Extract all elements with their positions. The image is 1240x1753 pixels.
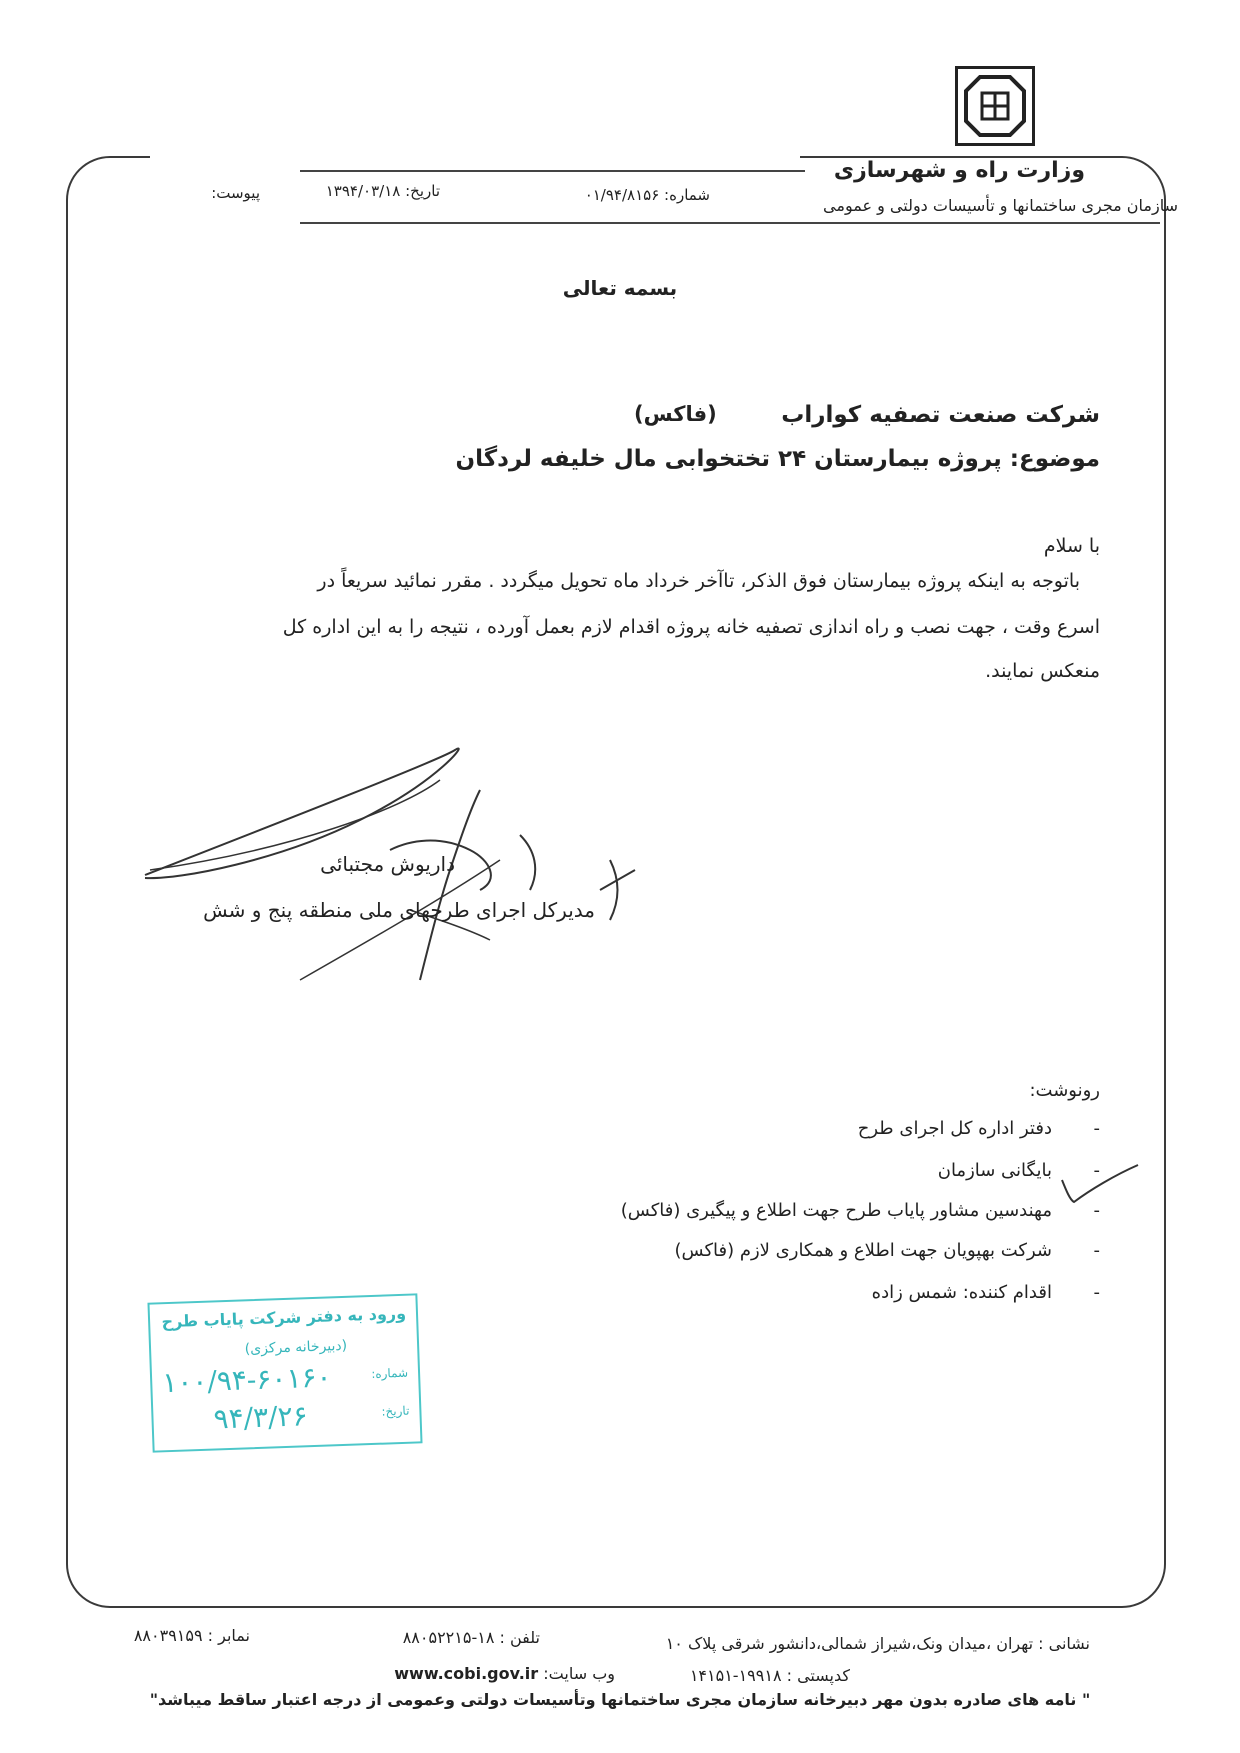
stamp-date-value: ۹۴/۳/۲۶ <box>212 1399 309 1436</box>
number-value: ۰۱/۹۴/۸۱۵۶ <box>584 186 660 204</box>
footer-fax: نمابر : ۸۸۰۳۹۱۵۹ <box>133 1626 250 1645</box>
ministry-logo-icon <box>955 66 1035 146</box>
number-label: شماره: <box>664 186 710 204</box>
footer-disclaimer: " نامه های صادره بدون مهر دبیرخانه سازمان مجری ساختمانها وتأسیسات دولتی وعمومی از درجه اعتبار ساقط میباشد" <box>149 1690 1091 1709</box>
header-rule-bottom <box>300 222 1160 224</box>
cc-item-text: اقدام کننده: شمس زاده <box>871 1282 1052 1303</box>
date-value: ۱۳۹۴/۰۳/۱۸ <box>325 182 401 200</box>
body-line-3: منعکس نمایند. <box>985 660 1100 682</box>
cc-title: رونوشت: <box>1029 1080 1100 1101</box>
cc-item-text: بایگانی سازمان <box>937 1160 1052 1181</box>
letter-date <box>326 182 440 200</box>
stamp-number-label: شماره: <box>371 1365 409 1381</box>
stamp-number-value: ۱۰۰/۹۴-۶۰۱۶۰ <box>161 1360 333 1400</box>
website-label: وب سایت: <box>543 1664 615 1683</box>
website-link[interactable]: www.cobi.gov.ir <box>394 1664 539 1683</box>
footer-postal: کدپستی : ۱۹۹۱۸-۱۴۱۵۱ <box>689 1666 850 1685</box>
body-line-2: اسرع وقت ، جهت نصب و راه اندازی تصفیه خانه پروژه اقدام لازم بعمل آورده ، نتیجه را به این اداره کل <box>282 616 1100 638</box>
letter-number <box>585 186 710 204</box>
signer-title: مدیرکل اجرای طرحهای ملی منطقه پنج و شش <box>203 898 595 922</box>
signer-name: داریوش مجتبائی <box>320 852 455 876</box>
fax-note: (فاکس) <box>634 402 717 426</box>
entry-stamp <box>147 1293 422 1452</box>
cc-item: - بایگانی سازمان <box>937 1160 1100 1181</box>
checkmark-icon <box>1060 1160 1140 1210</box>
organization-name: سازمان مجری ساختمانها و تأسیسات دولتی و عمومی <box>823 196 1178 215</box>
footer-address: نشانی : تهران ،میدان ونک،شیراز شمالی،دانشور شرقی پلاک ۱۰ <box>665 1634 1090 1653</box>
recipient: شرکت صنعت تصفیه کواراب <box>781 402 1100 428</box>
greeting: با سلام <box>1043 535 1100 557</box>
frame-gap <box>150 140 800 170</box>
ministry-name: وزارت راه و شهرسازی <box>833 158 1085 183</box>
cc-item: - مهندسین مشاور پایاب طرح جهت اطلاع و پیگیری (فاکس) <box>620 1200 1100 1221</box>
cc-item-text: شرکت بهپویان جهت اطلاع و همکاری لازم (فاکس) <box>674 1240 1052 1261</box>
header-rule-top <box>300 170 805 172</box>
invocation: بسمه تعالی <box>562 276 678 300</box>
cc-item-text: دفتر اداره کل اجرای طرح <box>857 1118 1052 1139</box>
stamp-line-2: (دبیرخانه مرکزی) <box>244 1337 348 1358</box>
cc-item: - شرکت بهپویان جهت اطلاع و همکاری لازم (فاکس) <box>674 1240 1100 1261</box>
footer-phone: تلفن : ۱۸-۸۸۰۵۲۲۱۵ <box>402 1628 540 1647</box>
attachment-label: پیوست: <box>211 184 260 202</box>
stamp-date-label: تاریخ: <box>381 1403 410 1419</box>
subject: موضوع: پروژه بیمارستان ۲۴ تختخوابی مال خلیفه لردگان <box>455 446 1100 472</box>
body-line-1: باتوجه به اینکه پروژه بیمارستان فوق الذکر، تاآخر خرداد ماه تحویل میگردد . مقرر نمائید سریعاً در <box>317 570 1080 592</box>
cc-item: - دفتر اداره کل اجرای طرح <box>857 1118 1100 1139</box>
cc-item: - اقدام کننده: شمس زاده <box>871 1282 1100 1303</box>
footer-website <box>394 1664 615 1683</box>
stamp-line-1: ورود به دفتر شرکت پایاب طرح <box>161 1303 407 1332</box>
cc-item-text: مهندسین مشاور پایاب طرح جهت اطلاع و پیگیری (فاکس) <box>620 1200 1052 1221</box>
date-label: تاریخ: <box>405 182 440 200</box>
